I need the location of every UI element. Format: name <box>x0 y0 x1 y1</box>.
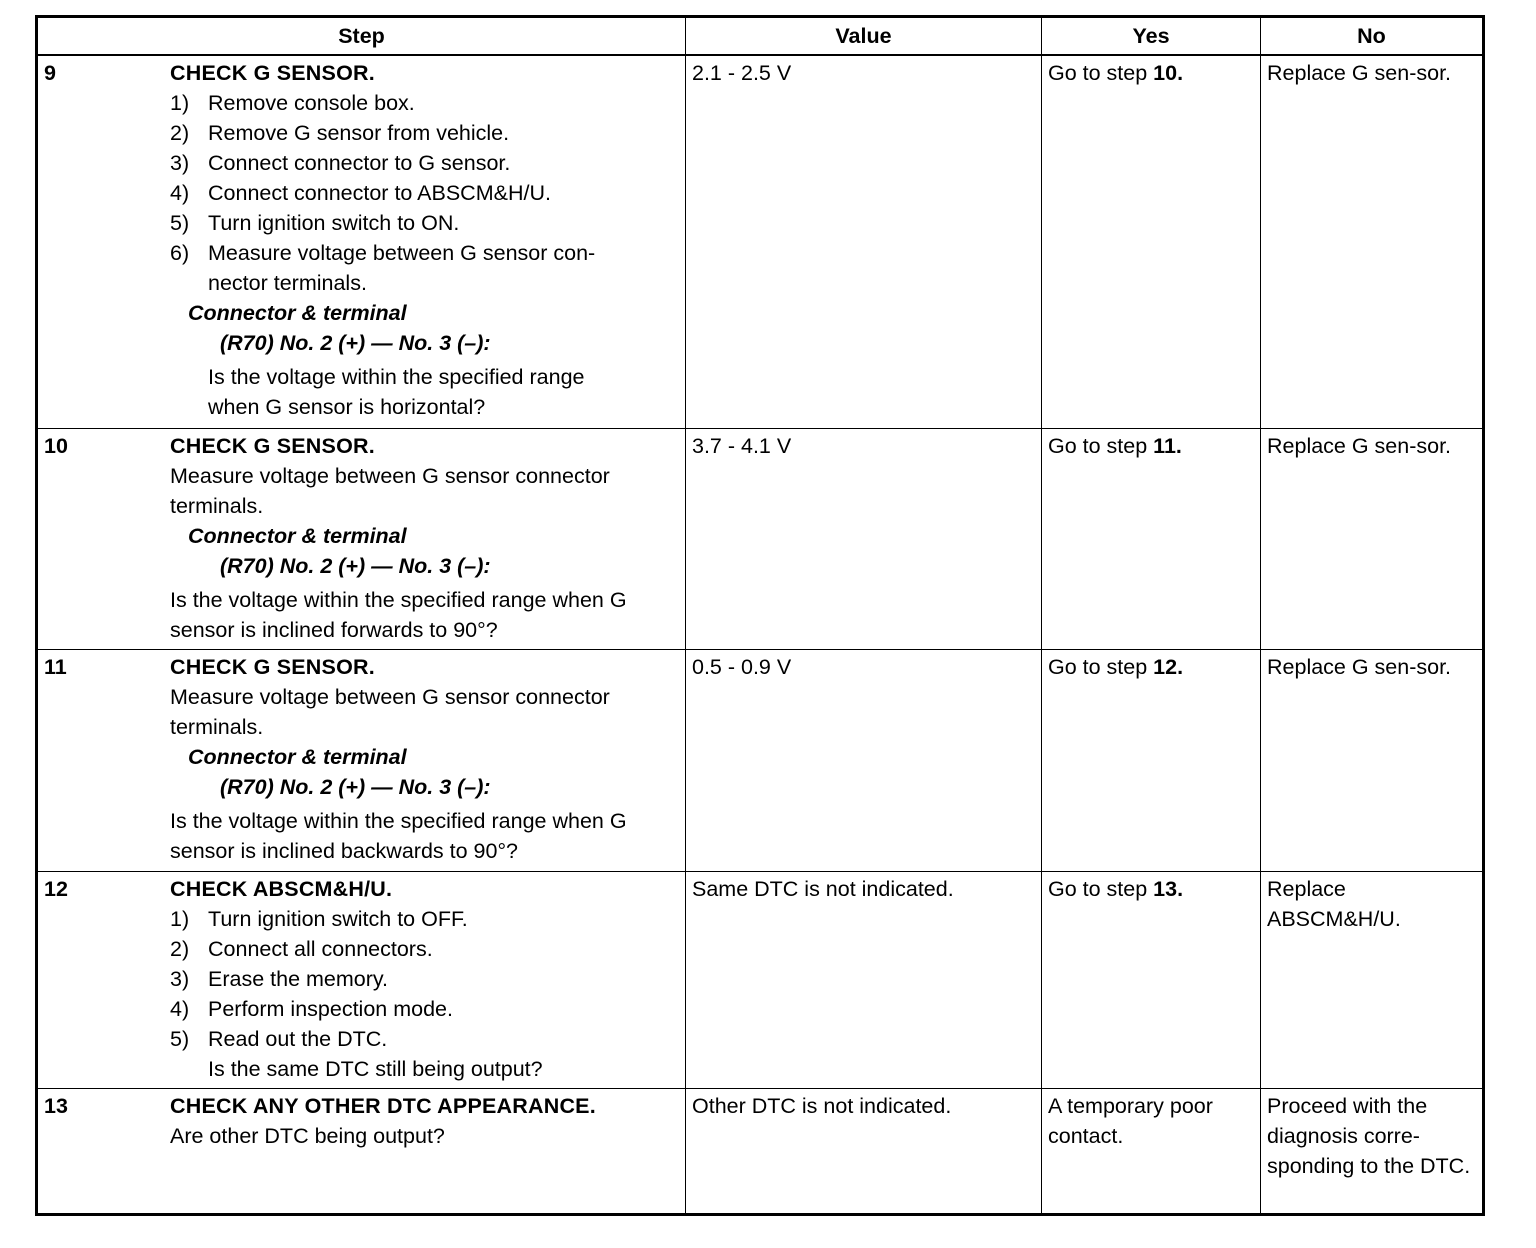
step-number: 9 <box>44 61 56 85</box>
connector-pins: (R70) No. 2 (+) — No. 3 (–): <box>220 774 491 799</box>
substep: 2) Remove G sensor from vehicle. <box>170 121 510 145</box>
table-row <box>37 649 1484 871</box>
table-row <box>37 1088 1484 1214</box>
step-question: Is the same DTC still being output? <box>208 1056 543 1081</box>
step-question: Is the voltage within the specified range when G sensor is inclined forwards to 90°? <box>170 587 627 642</box>
step-cell <box>37 55 686 428</box>
header-yes: Yes <box>1042 17 1261 56</box>
value-cell: Other DTC is not indicated. <box>686 1088 1042 1214</box>
step-intro: Measure voltage between G sensor connector terminals. <box>170 684 610 739</box>
yes-cell: Go to step 12. <box>1042 649 1261 871</box>
substep: 4) Perform inspection mode. <box>170 996 453 1021</box>
connector-pins: (R70) No. 2 (+) — No. 3 (–): <box>220 331 491 355</box>
no-cell: Replace G sen-sor. <box>1261 649 1484 871</box>
value-cell: 0.5 - 0.9 V <box>686 649 1042 871</box>
connector-pins: (R70) No. 2 (+) — No. 3 (–): <box>220 553 491 578</box>
substep: 4) Connect connector to ABSCM&H/U. <box>170 181 551 205</box>
table-row <box>37 428 1484 649</box>
header-no: No <box>1261 17 1484 56</box>
yes-cell: Go to step 13. <box>1042 871 1261 1088</box>
step-question: Is the voltage within the specified range when G sensor is horizontal? <box>208 365 585 419</box>
substep: 1) Turn ignition switch to OFF. <box>170 906 468 931</box>
table-row <box>37 871 1484 1088</box>
table-row <box>37 55 1484 428</box>
step-cell <box>37 428 686 649</box>
no-cell: Replace G sen-sor. <box>1261 428 1484 649</box>
connector-label: Connector & terminal <box>188 744 407 769</box>
step-intro: Measure voltage between G sensor connector terminals. <box>170 463 610 518</box>
substep: 5) Turn ignition switch to ON. <box>170 211 460 235</box>
connector-label: Connector & terminal <box>188 523 407 548</box>
value-cell: 3.7 - 4.1 V <box>686 428 1042 649</box>
step-title: CHECK ANY OTHER DTC APPEARANCE. <box>170 1093 596 1118</box>
no-cell: Replace ABSCM&H/U. <box>1261 871 1484 1088</box>
substep: 6) Measure voltage between G sensor con-nector terminals. <box>170 241 596 295</box>
step-number: 11 <box>44 654 67 679</box>
header-value: Value <box>686 17 1042 56</box>
no-cell: Proceed with the diagnosis corre-sponding to the DTC. <box>1261 1088 1484 1214</box>
step-number: 12 <box>44 876 68 901</box>
yes-cell: Go to step 11. <box>1042 428 1261 649</box>
yes-cell: Go to step 10. <box>1042 55 1261 428</box>
substep: 2) Connect all connectors. <box>170 936 433 961</box>
step-cell <box>37 1088 686 1214</box>
value-cell: Same DTC is not indicated. <box>686 871 1042 1088</box>
step-number: 13 <box>44 1093 68 1118</box>
no-cell: Replace G sen-sor. <box>1261 55 1484 428</box>
substep: 1) Remove console box. <box>170 91 415 115</box>
step-title: CHECK G SENSOR. <box>170 654 375 679</box>
step-question: Is the voltage within the specified range when G sensor is inclined backwards to 90°? <box>170 808 627 863</box>
step-number: 10 <box>44 433 68 458</box>
substep: 3) Connect connector to G sensor. <box>170 151 511 175</box>
step-title: CHECK ABSCM&H/U. <box>170 876 393 901</box>
connector-label: Connector & terminal <box>188 301 407 325</box>
diagnostic-table <box>35 15 1485 1216</box>
value-cell: 2.1 - 2.5 V <box>686 55 1042 428</box>
yes-cell: A temporary poor contact. <box>1042 1088 1261 1214</box>
step-title: CHECK G SENSOR. <box>170 61 375 85</box>
step-title: CHECK G SENSOR. <box>170 433 375 458</box>
step-cell <box>37 871 686 1088</box>
step-cell <box>37 649 686 871</box>
substep: 3) Erase the memory. <box>170 966 389 991</box>
header-step: Step <box>37 17 686 56</box>
header-row <box>37 17 1484 56</box>
substep: 5) Read out the DTC. <box>170 1026 388 1051</box>
step-intro: Are other DTC being output? <box>170 1123 445 1148</box>
